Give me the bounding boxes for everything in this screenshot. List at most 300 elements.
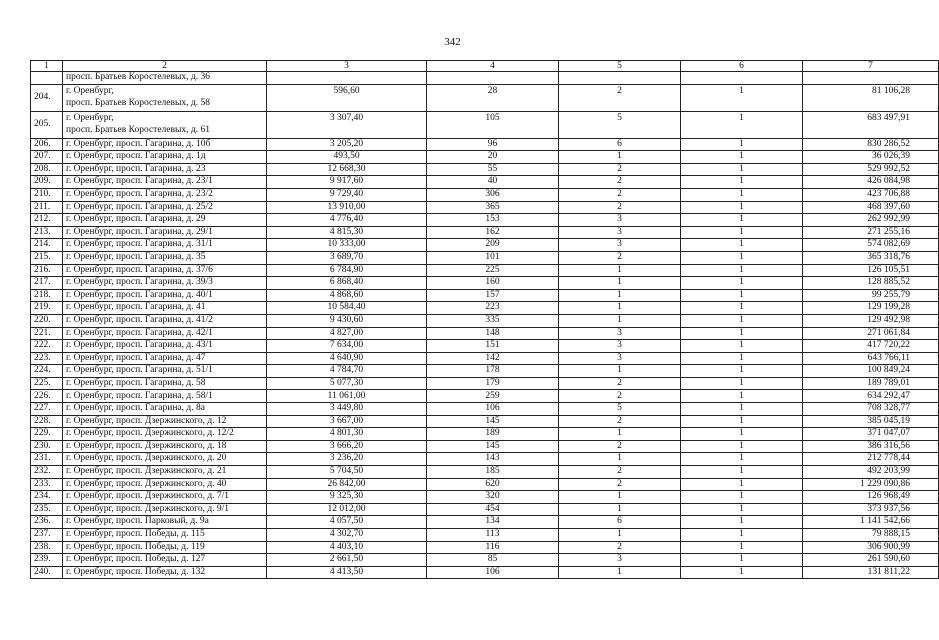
value-cell: 1 (559, 503, 681, 516)
table-row (31, 415, 939, 428)
address-cell (63, 516, 267, 529)
table-row (31, 503, 939, 516)
row-number-cell: 210. (31, 188, 63, 201)
address-line: г. Оренбург, просп. Гагарина, д. 47 (66, 352, 206, 363)
value-cell: 1 (559, 566, 681, 579)
area-cell: 2 661,50 (267, 554, 427, 567)
address-line: г. Оренбург, просп. Гагарина, д. 25/2 (66, 201, 213, 212)
row-number-cell: 227. (31, 403, 63, 416)
amount-cell: 131 811,22 (803, 566, 939, 579)
row-number-cell: 231. (31, 453, 63, 466)
area-cell: 12 668,30 (267, 163, 427, 176)
table-row (31, 84, 939, 111)
value-cell: 1 (681, 289, 803, 302)
amount-cell: 212 778,44 (803, 453, 939, 466)
address-cell (63, 529, 267, 542)
table-row (31, 302, 939, 315)
address-cell (63, 264, 267, 277)
value-cell: 1 (559, 277, 681, 290)
table-row (31, 554, 939, 567)
count-cell: 306 (427, 188, 559, 201)
table-row (31, 277, 939, 290)
value-cell: 1 (681, 529, 803, 542)
value-cell: 2 (559, 84, 681, 111)
address-line: г. Оренбург, просп. Дзержинского, д. 21 (66, 466, 227, 477)
address-line: г. Оренбург, просп. Гагарина, д. 40/1 (66, 289, 213, 300)
amount-cell: 262 992,99 (803, 214, 939, 227)
address-line: г. Оренбург, просп. Гагарина, д. 23 (66, 163, 206, 174)
amount-cell: 385 045,19 (803, 415, 939, 428)
count-cell: 185 (427, 466, 559, 479)
address-line: г. Оренбург, просп. Победы, д. 132 (66, 566, 206, 577)
table-row (31, 516, 939, 529)
area-cell: 3 236,20 (267, 453, 427, 466)
value-cell: 1 (681, 188, 803, 201)
value-cell: 1 (681, 503, 803, 516)
row-number-cell: 240. (31, 566, 63, 579)
address-cell (63, 251, 267, 264)
value-cell: 2 (559, 466, 681, 479)
value-cell: 2 (559, 251, 681, 264)
address-cell (63, 453, 267, 466)
table-row (31, 188, 939, 201)
table-row (31, 327, 939, 340)
row-number-cell: 224. (31, 365, 63, 378)
area-cell: 10 584,40 (267, 302, 427, 315)
address-cell (63, 176, 267, 189)
area-cell: 3 689,70 (267, 251, 427, 264)
value-cell: 1 (681, 428, 803, 441)
address-cell (63, 491, 267, 504)
row-number-cell: 211. (31, 201, 63, 214)
count-cell (427, 72, 559, 85)
table-row (31, 239, 939, 252)
amount-cell: 708 328,77 (803, 403, 939, 416)
row-number-cell: 219. (31, 302, 63, 315)
area-cell: 3 449,80 (267, 403, 427, 416)
table-row (31, 201, 939, 214)
row-number-cell: 209. (31, 176, 63, 189)
address-line: г. Оренбург, просп. Дзержинского, д. 7/1 (66, 491, 230, 502)
address-line: г. Оренбург, просп. Гагарина, д. 31/1 (66, 239, 213, 250)
address-line: г. Оренбург, просп. Гагарина, д. 43/1 (66, 340, 213, 351)
area-cell: 12 012,00 (267, 503, 427, 516)
value-cell: 1 (681, 478, 803, 491)
value-cell: 1 (559, 289, 681, 302)
value-cell: 2 (559, 478, 681, 491)
count-cell: 143 (427, 453, 559, 466)
address-cell (63, 151, 267, 164)
count-cell: 145 (427, 440, 559, 453)
address-cell (63, 541, 267, 554)
column-header: 7 (803, 61, 939, 72)
table-row (31, 365, 939, 378)
count-cell: 106 (427, 403, 559, 416)
table-row (31, 566, 939, 579)
count-cell: 160 (427, 277, 559, 290)
row-number-cell: 230. (31, 440, 63, 453)
table-row (31, 352, 939, 365)
address-line: г. Оренбург, просп. Победы, д. 115 (66, 529, 205, 540)
row-number-cell: 225. (31, 377, 63, 390)
area-cell: 3 307,40 (267, 111, 427, 138)
value-cell: 2 (559, 377, 681, 390)
amount-cell: 100 849,24 (803, 365, 939, 378)
value-cell (681, 72, 803, 85)
address-line: г. Оренбург, просп. Гагарина, д. 37/6 (66, 264, 213, 275)
value-cell: 1 (559, 365, 681, 378)
amount-cell: 423 706,88 (803, 188, 939, 201)
address-line: г. Оренбург, просп. Парковый, д. 9а (66, 516, 209, 527)
value-cell: 1 (681, 111, 803, 138)
address-line: г. Оренбург, просп. Гагарина, д. 29 (66, 214, 206, 225)
amount-cell: 1 141 542,66 (803, 516, 939, 529)
area-cell: 3 666,20 (267, 440, 427, 453)
address-cell (63, 440, 267, 453)
column-header: 5 (559, 61, 681, 72)
address-cell (63, 226, 267, 239)
table-row (31, 478, 939, 491)
count-cell: 96 (427, 138, 559, 151)
area-cell: 7 634,00 (267, 340, 427, 353)
count-cell: 145 (427, 415, 559, 428)
area-cell: 4 640,90 (267, 352, 427, 365)
value-cell: 3 (559, 214, 681, 227)
address-line: г. Оренбург, просп. Дзержинского, д. 18 (66, 440, 227, 451)
area-cell: 4 827,00 (267, 327, 427, 340)
column-header: 1 (31, 61, 63, 72)
area-cell: 493,50 (267, 151, 427, 164)
address-line: г. Оренбург, просп. Гагарина, д. 39/3 (66, 277, 213, 288)
amount-cell: 417 720,22 (803, 340, 939, 353)
address-cell (63, 84, 267, 111)
row-number-cell: 223. (31, 352, 63, 365)
table-row (31, 453, 939, 466)
amount-cell: 492 203,99 (803, 466, 939, 479)
value-cell: 1 (681, 352, 803, 365)
value-cell: 1 (559, 264, 681, 277)
value-cell: 1 (681, 491, 803, 504)
address-cell (63, 403, 267, 416)
area-cell: 5 077,30 (267, 377, 427, 390)
amount-cell: 126 105,51 (803, 264, 939, 277)
value-cell: 5 (559, 111, 681, 138)
address-cell (63, 340, 267, 353)
column-header: 6 (681, 61, 803, 72)
area-cell: 26 842,00 (267, 478, 427, 491)
count-cell: 28 (427, 84, 559, 111)
count-cell: 40 (427, 176, 559, 189)
amount-cell: 128 885,52 (803, 277, 939, 290)
value-cell: 1 (681, 201, 803, 214)
count-cell: 113 (427, 529, 559, 542)
value-cell: 1 (559, 453, 681, 466)
table-row (31, 289, 939, 302)
row-number-cell: 218. (31, 289, 63, 302)
area-cell: 4 801,30 (267, 428, 427, 441)
count-cell: 105 (427, 111, 559, 138)
row-number-cell: 235. (31, 503, 63, 516)
value-cell: 5 (559, 403, 681, 416)
value-cell: 1 (559, 529, 681, 542)
address-cell (63, 201, 267, 214)
value-cell: 2 (559, 541, 681, 554)
table-row (31, 264, 939, 277)
table-body (31, 72, 939, 579)
area-cell: 4 413,50 (267, 566, 427, 579)
value-cell: 1 (559, 428, 681, 441)
amount-cell: 365 318,76 (803, 251, 939, 264)
row-number-cell: 216. (31, 264, 63, 277)
area-cell: 9 325,30 (267, 491, 427, 504)
address-line: г. Оренбург, просп. Победы, д. 119 (66, 541, 205, 552)
value-cell: 1 (681, 440, 803, 453)
table-row (31, 403, 939, 416)
value-cell: 1 (681, 214, 803, 227)
count-cell: 320 (427, 491, 559, 504)
value-cell: 6 (559, 516, 681, 529)
address-line: г. Оренбург, просп. Гагарина, д. 35 (66, 251, 206, 262)
table-row (31, 541, 939, 554)
count-cell: 106 (427, 566, 559, 579)
count-cell: 55 (427, 163, 559, 176)
value-cell: 1 (559, 491, 681, 504)
value-cell: 1 (681, 239, 803, 252)
row-number-cell: 206. (31, 138, 63, 151)
count-cell: 335 (427, 314, 559, 327)
value-cell: 1 (681, 541, 803, 554)
count-cell: 101 (427, 251, 559, 264)
area-cell: 5 704,50 (267, 466, 427, 479)
table-row (31, 390, 939, 403)
address-cell (63, 554, 267, 567)
value-cell: 1 (681, 302, 803, 315)
amount-cell: 126 968,49 (803, 491, 939, 504)
row-number-cell: 213. (31, 226, 63, 239)
table-row (31, 377, 939, 390)
row-number-cell: 222. (31, 340, 63, 353)
address-line: просп. Братьев Коростелевых, д. 61 (66, 124, 210, 135)
row-number-cell: 221. (31, 327, 63, 340)
value-cell: 3 (559, 352, 681, 365)
address-cell (63, 188, 267, 201)
address-cell (63, 327, 267, 340)
value-cell: 1 (681, 340, 803, 353)
count-cell: 178 (427, 365, 559, 378)
area-cell (267, 72, 427, 85)
area-cell: 4 784,70 (267, 365, 427, 378)
value-cell: 3 (559, 239, 681, 252)
address-cell (63, 466, 267, 479)
row-number-cell: 239. (31, 554, 63, 567)
address-cell (63, 503, 267, 516)
amount-cell: 99 255,79 (803, 289, 939, 302)
value-cell: 1 (681, 554, 803, 567)
table-row (31, 440, 939, 453)
value-cell: 2 (559, 415, 681, 428)
value-cell: 1 (681, 403, 803, 416)
address-cell (63, 478, 267, 491)
row-number-cell: 204. (31, 84, 63, 111)
column-header: 3 (267, 61, 427, 72)
address-line: г. Оренбург, просп. Дзержинского, д. 40 (66, 478, 227, 489)
row-number-cell: 238. (31, 541, 63, 554)
row-number-cell: 205. (31, 111, 63, 138)
count-cell: 179 (427, 377, 559, 390)
count-cell: 162 (427, 226, 559, 239)
value-cell: 1 (681, 390, 803, 403)
address-line: г. Оренбург, (66, 85, 114, 96)
amount-cell: 79 888,15 (803, 529, 939, 542)
count-cell: 142 (427, 352, 559, 365)
value-cell: 1 (681, 327, 803, 340)
address-line: просп. Братьев Коростелевых, д. 58 (66, 97, 210, 108)
amount-cell: 261 590,60 (803, 554, 939, 567)
value-cell: 1 (681, 415, 803, 428)
address-line: г. Оренбург, просп. Гагарина, д. 23/2 (66, 189, 213, 200)
area-cell: 4 302,70 (267, 529, 427, 542)
value-cell: 1 (681, 365, 803, 378)
value-cell (559, 72, 681, 85)
address-line: г. Оренбург, просп. Гагарина, д. 8а (66, 403, 205, 414)
area-cell: 13 910,00 (267, 201, 427, 214)
amount-cell (803, 72, 939, 85)
value-cell: 1 (681, 176, 803, 189)
address-cell (63, 352, 267, 365)
address-line: г. Оренбург, просп. Гагарина, д. 23/1 (66, 176, 213, 187)
table-row (31, 314, 939, 327)
amount-cell: 371 047,07 (803, 428, 939, 441)
amount-cell: 468 397,60 (803, 201, 939, 214)
value-cell: 3 (559, 226, 681, 239)
address-line: г. Оренбург, просп. Дзержинского, д. 9/1 (66, 503, 230, 514)
count-cell: 134 (427, 516, 559, 529)
address-line: г. Оренбург, просп. Дзержинского, д. 12/2 (66, 428, 234, 439)
value-cell: 3 (559, 327, 681, 340)
value-cell: 1 (681, 314, 803, 327)
address-line: г. Оренбург, просп. Гагарина, д. 58/1 (66, 390, 213, 401)
amount-cell: 373 937,56 (803, 503, 939, 516)
area-cell: 4 776,40 (267, 214, 427, 227)
count-cell: 454 (427, 503, 559, 516)
address-cell (63, 214, 267, 227)
address-line: г. Оренбург, просп. Гагарина, д. 58 (66, 377, 206, 388)
address-line: г. Оренбург, просп. Гагарина, д. 42/1 (66, 327, 213, 338)
area-cell: 10 333,00 (267, 239, 427, 252)
table-row (31, 428, 939, 441)
amount-cell: 830 286,52 (803, 138, 939, 151)
address-cell (63, 415, 267, 428)
count-cell: 225 (427, 264, 559, 277)
row-number-cell: 236. (31, 516, 63, 529)
amount-cell: 81 106,28 (803, 84, 939, 111)
value-cell: 3 (559, 340, 681, 353)
address-line: г. Оренбург, просп. Гагарина, д. 41/2 (66, 314, 213, 325)
table-row (31, 214, 939, 227)
row-number-cell: 226. (31, 390, 63, 403)
value-cell: 1 (681, 277, 803, 290)
count-cell: 148 (427, 327, 559, 340)
count-cell: 209 (427, 239, 559, 252)
amount-cell: 271 255,16 (803, 226, 939, 239)
value-cell: 2 (559, 176, 681, 189)
count-cell: 223 (427, 302, 559, 315)
area-cell: 4 815,30 (267, 226, 427, 239)
value-cell: 2 (559, 390, 681, 403)
column-number-row (31, 61, 939, 72)
row-number-cell (31, 72, 63, 85)
table-row (31, 151, 939, 164)
address-cell (63, 289, 267, 302)
amount-cell: 129 199,28 (803, 302, 939, 315)
row-number-cell: 237. (31, 529, 63, 542)
count-cell: 365 (427, 201, 559, 214)
area-cell: 3 667,00 (267, 415, 427, 428)
address-line: г. Оренбург, просп. Дзержинского, д. 20 (66, 453, 227, 464)
area-cell: 4 868,60 (267, 289, 427, 302)
row-number-cell: 233. (31, 478, 63, 491)
count-cell: 157 (427, 289, 559, 302)
value-cell: 1 (559, 151, 681, 164)
row-number-cell: 214. (31, 239, 63, 252)
address-cell (63, 365, 267, 378)
area-cell: 4 403,10 (267, 541, 427, 554)
area-cell: 9 917,60 (267, 176, 427, 189)
table-row (31, 466, 939, 479)
address-line: г. Оренбург, просп. Дзержинского, д. 12 (66, 415, 227, 426)
address-line: г. Оренбург, просп. Гагарина, д. 41 (66, 302, 206, 313)
amount-cell: 271 061,84 (803, 327, 939, 340)
value-cell: 1 (681, 377, 803, 390)
address-cell (63, 277, 267, 290)
row-number-cell: 220. (31, 314, 63, 327)
count-cell: 116 (427, 541, 559, 554)
count-cell: 189 (427, 428, 559, 441)
value-cell: 1 (681, 163, 803, 176)
value-cell: 1 (681, 566, 803, 579)
amount-cell: 643 766,11 (803, 352, 939, 365)
row-number-cell: 215. (31, 251, 63, 264)
area-cell: 6 868,40 (267, 277, 427, 290)
value-cell: 1 (681, 466, 803, 479)
table-row (31, 176, 939, 189)
continuation-row (31, 72, 939, 85)
amount-cell: 634 292,47 (803, 390, 939, 403)
address-cell: просп. Братьев Коростелевых, д. 36 (63, 72, 267, 85)
value-cell: 1 (681, 516, 803, 529)
address-cell (63, 163, 267, 176)
amount-cell: 129 492,98 (803, 314, 939, 327)
registry-table (30, 60, 939, 579)
address-cell (63, 239, 267, 252)
count-cell: 151 (427, 340, 559, 353)
table-row (31, 226, 939, 239)
row-number-cell: 228. (31, 415, 63, 428)
row-number-cell: 208. (31, 163, 63, 176)
address-line: г. Оренбург, просп. Гагарина, д. 51/1 (66, 365, 213, 376)
area-cell: 3 205,20 (267, 138, 427, 151)
value-cell: 1 (681, 251, 803, 264)
amount-cell: 36 026,39 (803, 151, 939, 164)
row-number-cell: 212. (31, 214, 63, 227)
value-cell: 1 (681, 264, 803, 277)
value-cell: 2 (559, 440, 681, 453)
count-cell: 20 (427, 151, 559, 164)
area-cell: 6 784,90 (267, 264, 427, 277)
area-cell: 9 729,40 (267, 188, 427, 201)
area-cell: 4 057,50 (267, 516, 427, 529)
area-cell: 596,60 (267, 84, 427, 111)
